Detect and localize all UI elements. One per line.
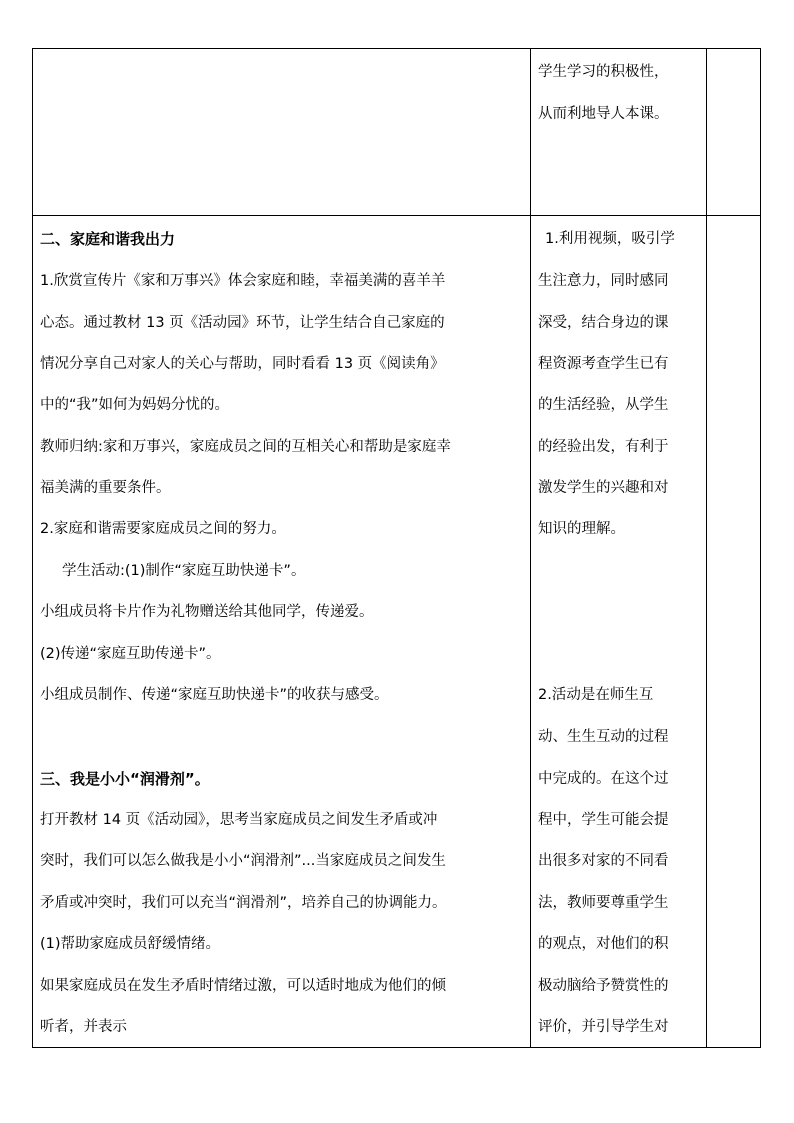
- note-line: 2.活动是在师生互: [538, 687, 654, 703]
- main-line: 听者，并表示: [40, 1019, 127, 1035]
- main-line: 心态。通过教材 13 页《活动园》环节，让学生结合自己家庭的: [40, 315, 445, 331]
- note-line: 的观点，对他们的积: [538, 936, 669, 952]
- note-line: 极动脑给予赞赏性的: [538, 978, 669, 994]
- main-line: 小组成员将卡片作为礼物赠送给其他同学，传递爱。: [40, 604, 374, 620]
- note-line: 激发学生的兴趣和对: [538, 480, 669, 496]
- note-line: 中完成的。在这个过: [538, 771, 669, 787]
- section-heading: 二、家庭和谐我出力: [40, 230, 176, 248]
- main-line: 打开教材 14 页《活动园》，思考当家庭成员之间发生矛盾或冲: [40, 812, 438, 828]
- main-line: 学生活动:(1)制作“家庭互助快递卡”。: [62, 563, 306, 579]
- row-divider: [33, 215, 760, 216]
- note-line: 深受，结合身边的课: [538, 315, 669, 331]
- note-line: 从而利地导人本课。: [538, 106, 669, 122]
- main-line: 福美满的重要条件。: [40, 480, 171, 496]
- note-line: 1.利用视频，吸引学: [545, 231, 675, 247]
- main-line: 矛盾或冲突时，我们可以充当“润滑剂”，培养自己的协调能力。: [40, 895, 447, 911]
- note-line: 法，教师要尊重学生: [538, 895, 669, 911]
- main-line: 教师归纳:家和万事兴，家庭成员之间的互相关心和帮助是家庭幸: [40, 439, 451, 455]
- note-line: 生注意力，同时感同: [538, 273, 669, 289]
- note-line: 的生活经验，从学生: [538, 397, 669, 413]
- note-line: 程资源考查学生已有: [538, 356, 669, 372]
- note-line: 的经验出发，有利于: [538, 439, 669, 455]
- main-line: 中的“我”如何为妈妈分忧的。: [40, 397, 230, 413]
- main-line: 2.家庭和谐需要家庭成员之间的努力。: [40, 521, 286, 537]
- note-line: 动、生生互动的过程: [538, 729, 669, 745]
- main-line: 如果家庭成员在发生矛盾时情绪过激，可以适时地成为他们的倾: [40, 978, 446, 994]
- column-divider: [530, 49, 531, 1047]
- main-line: 突时，我们可以怎么做我是小小“润滑剂”...当家庭成员之间发生: [40, 853, 446, 869]
- column-divider: [706, 49, 707, 1047]
- main-line: (2)传递“家庭互助传递卡”。: [40, 646, 221, 662]
- note-line: 程中，学生可能会提: [538, 812, 669, 828]
- note-line: 知识的理解。: [538, 521, 625, 537]
- main-line: 小组成员制作、传递“家庭互助快递卡”的收获与感受。: [40, 687, 389, 703]
- note-line: 出很多对家的不同看: [538, 853, 669, 869]
- main-line: 情况分享自己对家人的关心与帮助，同时看看 13 页《阅读角》: [40, 356, 445, 372]
- note-line: 评价，并引导学生对: [538, 1019, 669, 1035]
- section-heading: 三、我是小小“润滑剂”。: [40, 770, 210, 788]
- note-line: 学生学习的积极性，: [538, 64, 669, 80]
- main-line: 1.欣赏宣传片《家和万事兴》体会家庭和睦，幸福美满的喜羊羊: [40, 273, 446, 289]
- main-line: (1)帮助家庭成员舒缓情绪。: [40, 936, 221, 952]
